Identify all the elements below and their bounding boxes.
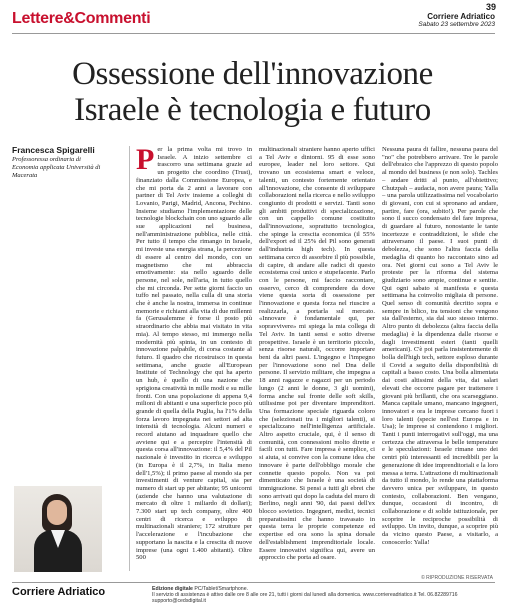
footer-logo: Corriere Adriatico bbox=[12, 586, 106, 598]
article-column-2 bbox=[259, 146, 375, 574]
column-divider bbox=[129, 146, 130, 571]
author-box bbox=[12, 145, 112, 180]
page-number: 39 bbox=[485, 2, 496, 12]
headline bbox=[0, 56, 505, 128]
headline-line1: Ossessione dell'innovazione bbox=[72, 56, 433, 92]
page-footer bbox=[12, 582, 495, 605]
article-text-col2: multinazionali straniere hanno aperto uffici a Tel Aviv e dintorni. 95 di esse sono europee, leader nel loro settore. Qui trovano un ecosistema smart e veloce, talenti, un contesto fortemente orientato all'innovazione, che consente di sviluppare collaborazioni nella ricerca e nello sviluppo congiunto di prodotti e servizi. Tanti sono gli ambiti produttivi di specializzazione, con un cappello comune costituito dall'innovazione, soprattutto tecnologica, che spinge la crescita economica (il 55% dell'export ed il 25% del Pil sono generati dall'industria high tech). In questa settimana cerco di assorbire il più possibile, di capire, di andare alle radici di questo ecosistema così unico e stupefacente. Parlo con le persone, mi faccio raccontare, osservo, cerco di comprendere da dove viene questa sorta di ossessione per l'innovazione e questa forza nel riuscire a realizzarla, a portarla sul mercato. «Innovare è fondamentale qui, per sopravvivere» mi spiega la mia collega di Tel Aviv. In tanti sensi e sotto diverse prospettive. Israele è un territorio piccolo, senza risorse naturali, occorre importare beni da altri paesi. L'ingegno e l'impegno per l'innovazione sono nel Dna delle persone. Il servizio militare, che impegna a 18 anni ragazze e ragazzi per un periodo lungo (2 anni le donne, 3 gli uomini), forma anche sul fronte delle soft skills, utilissime poi per diventare imprenditori. Una formazione speciale riguarda coloro che (selezionati tra i migliori talenti), si specializzano nell'intelligenza artificiale. Altro aspetto cruciale, qui, è il senso di comunità, con connessioni molto dirette e facili con tutti. Fare impresa è semplice, ci si aiuta, si convive con la comune idea che innovare è parte dell'obbligo morale che connette questo popolo. Non va poi dimenticato che Israele è una società di immigrazione. Si pensi a tutti gli ebrei che sono arrivati qui dopo la caduta del muro di Berlino, negli anni '90, dai paesi dell'ex blocco sovietico. Ingegneri, medici, tecnici preparatissimi che hanno travasato in questa terra le proprie competenze ed expertise ed ora sono la spina dorsale dell'establishment imprenditoriale locale. Essere innovativi significa qui, avere un approccio che porta ad osare. bbox=[259, 146, 375, 562]
dropcap: P bbox=[136, 146, 155, 176]
article-text-col3: Nessuna paura di fallire, nessuna paura del "no" che potrebbero arrivare. Tre le parole dell'ebraico che l'apprezzo di questo popolo al mondo del business (e non solo). Tachles – andare dritti al punto, all'obiettivo; Chutzpah – audacia, non avere paura; Yalla – una parola utilizzatissima nel vocabolario di giovani, con cui si spronano ad andare, partire, fare (ora, subito!). Per parole che sono il succo condensato del fare impresa, di guardare al futuro, nonostante le tante incertezze e contraddizioni, le sfide che attraversano il paese. I suoi punti di debolezza, che sono l'altra faccia della medaglia di quanto ho raccontato sino ad ora. Nei giorni cui sono a Tel Aviv le proteste per la riforma del sistema giudiziario sono ampie, continue e sentite. Qui ogni sabato si manifesta e questa settimana ha coinvolto migliaia di persone. Quel senso di comunità decritto sopra e sempre in bilico, tra tensioni che vengono sia dall'esterno, sia dal suo stesso interno. Altro punto di debolezza (altra faccia della medaglia) è la dipendenza dalle risorse e dagli investimenti esteri (tanti quelli americani). C'è poi parla insistentemente di bolla dell'high tech, settore esploso durante il Covid a seguito della disponibilità di capitali a basso costo. Una bolla alimentata dai costi altissimi della vita, dai salari elevati che occorre pagare per trattenere i giovani più brillanti, che ora scarseggiano. Manca capitale umano, mancano ingegneri, innovatori e ora le imprese cercano fuori i loro talenti (specie nell'est Europa e in Usa); le imprese si contendono i migliori. Tanti i punti interrogativi sull'oggi, ma una certezza che attraversa le belle temperature e le speculazioni: Israele rimane uno dei centri più interessanti ed incredibili per la generazione di idee imprenditoriali e la loro messa a terra. L'attrazione di multinazionali da tutto il mondo, lo rende una piattaforma davvero unica per sviluppare, in questo contesto, collaborazioni. Ben vengano, dunque, occasioni di incontro, di collaborazione e di solide istituzionale, per scoprire le reciproche possibilità di sviluppo. Un invito, dunque, a scoprire più da vicino questo Paese, a visitarlo, a conoscerlo: Yalla! bbox=[382, 146, 498, 546]
author-name: Francesca Spigarelli bbox=[12, 145, 95, 155]
footer-edition-text: PC/Tablet/Smartphone. bbox=[194, 586, 249, 592]
header-divider bbox=[12, 33, 495, 34]
section-title-part2: Commenti bbox=[74, 10, 151, 27]
section-title-amp: & bbox=[63, 10, 75, 27]
section-title-part1: Lettere bbox=[12, 10, 64, 27]
masthead-paper-name: Corriere Adriatico bbox=[427, 12, 495, 21]
article-column-1 bbox=[136, 146, 252, 574]
article-column-3 bbox=[382, 146, 498, 574]
footer-info bbox=[152, 586, 495, 605]
article-text-col1: er la prima volta mi trovo in Israele. A inizio settembre ci trascorro una settimana grazie ad un progetto che coordino (Trust), finanziato dalla Commissione Europea, e che mi porta da 2 anni a lavorare con partner di Tel Aviv insieme a colleghi di Lovanio, Parigi, Madrid, Ancona, Pechino. Insieme studiamo l'implementazione delle tecnologie blockchain con uno sguardo alle sue applicazioni nel business, nell'amministrazione pubblica, nelle città. Per tutto il tempo che rimango in Israele, mi investe una energia strana, la percezione di essere al centro del mondo, con un magnetismo che mi abbraccia emotivamente: sta nello sguardo delle persone, nel sole, nell'aria, in tutto quello che mi circonda. Per sette giorni faccio un tuffo nel passato, nella culla di una storia che è anche la nostra, immersa in continue memorie e richiami alla vita di due millenni fa (Gerusalemme è forse il posto più straordinario che abbia mai visitato in vita mia). Al tempo stesso, mi immergo nella modernità più spinta, in un contesto di innovazione palpabile, di corsa costante al futuro. Il quadro che ricostruisco in questa settimana, anche grazie all'European Institute of Technology che qui ha aperto un hub, è quello di una nazione che sprigiona creatività in mille modi e su mille fronti. Con una popolazione di appena 9,4 milioni di abitanti e una superficie poco più grande di quella della Puglia, ha l'1% della forza lavoro impegnata nei settori ad alta intensità di tecnologia. Alcuni numeri e record aiutano ad inquadrare quello che avviene qui e a percepire l'intensità di questa corsa all'innovazione: il 5,4% del Pil nazionale è investito in ricerca e sviluppo (in Europa è il 2,7%, in Italia meno dell'1,5%); il primo paese al mondo sia per investimenti di venture capital, sia per numero di start up per abitante; 95 unicorni (aziende che hanno una valutazione di mercato di oltre 1 miliardo di dollari); 7.300 start up tech company, oltre 400 centri di ricerca e sviluppo di multinazionali straniere; 172 strutture per l'accelerazione e l'incubazione che supportano la nascita e la crescita di nuove imprese (una ogni 1.400 abitanti). Oltre 500 bbox=[136, 146, 252, 562]
masthead-date: Sabato 23 settembre 2023 bbox=[418, 21, 495, 28]
section-title bbox=[12, 10, 150, 28]
author-photo bbox=[14, 486, 102, 572]
author-role: Professoressa ordinaria di Economia applicata Università di Macerata bbox=[12, 156, 101, 179]
section-header bbox=[12, 10, 495, 32]
photo-face bbox=[47, 500, 67, 525]
headline-line2: Israele è tecnologia e futuro bbox=[74, 92, 431, 128]
footer-support-line: Il servizio di assistenza è attivo dalle ore 8 alle ore 21, tutti i giorni dal lunedì alla domenica. www.corriereadriatico.it Tel. 06.82289716 supporto@cedsdigital.it bbox=[152, 592, 458, 605]
copyright-credit: © RIPRODUZIONE RISERVATA bbox=[421, 575, 493, 581]
footer-edition-label: Edizione digitale bbox=[152, 586, 193, 592]
